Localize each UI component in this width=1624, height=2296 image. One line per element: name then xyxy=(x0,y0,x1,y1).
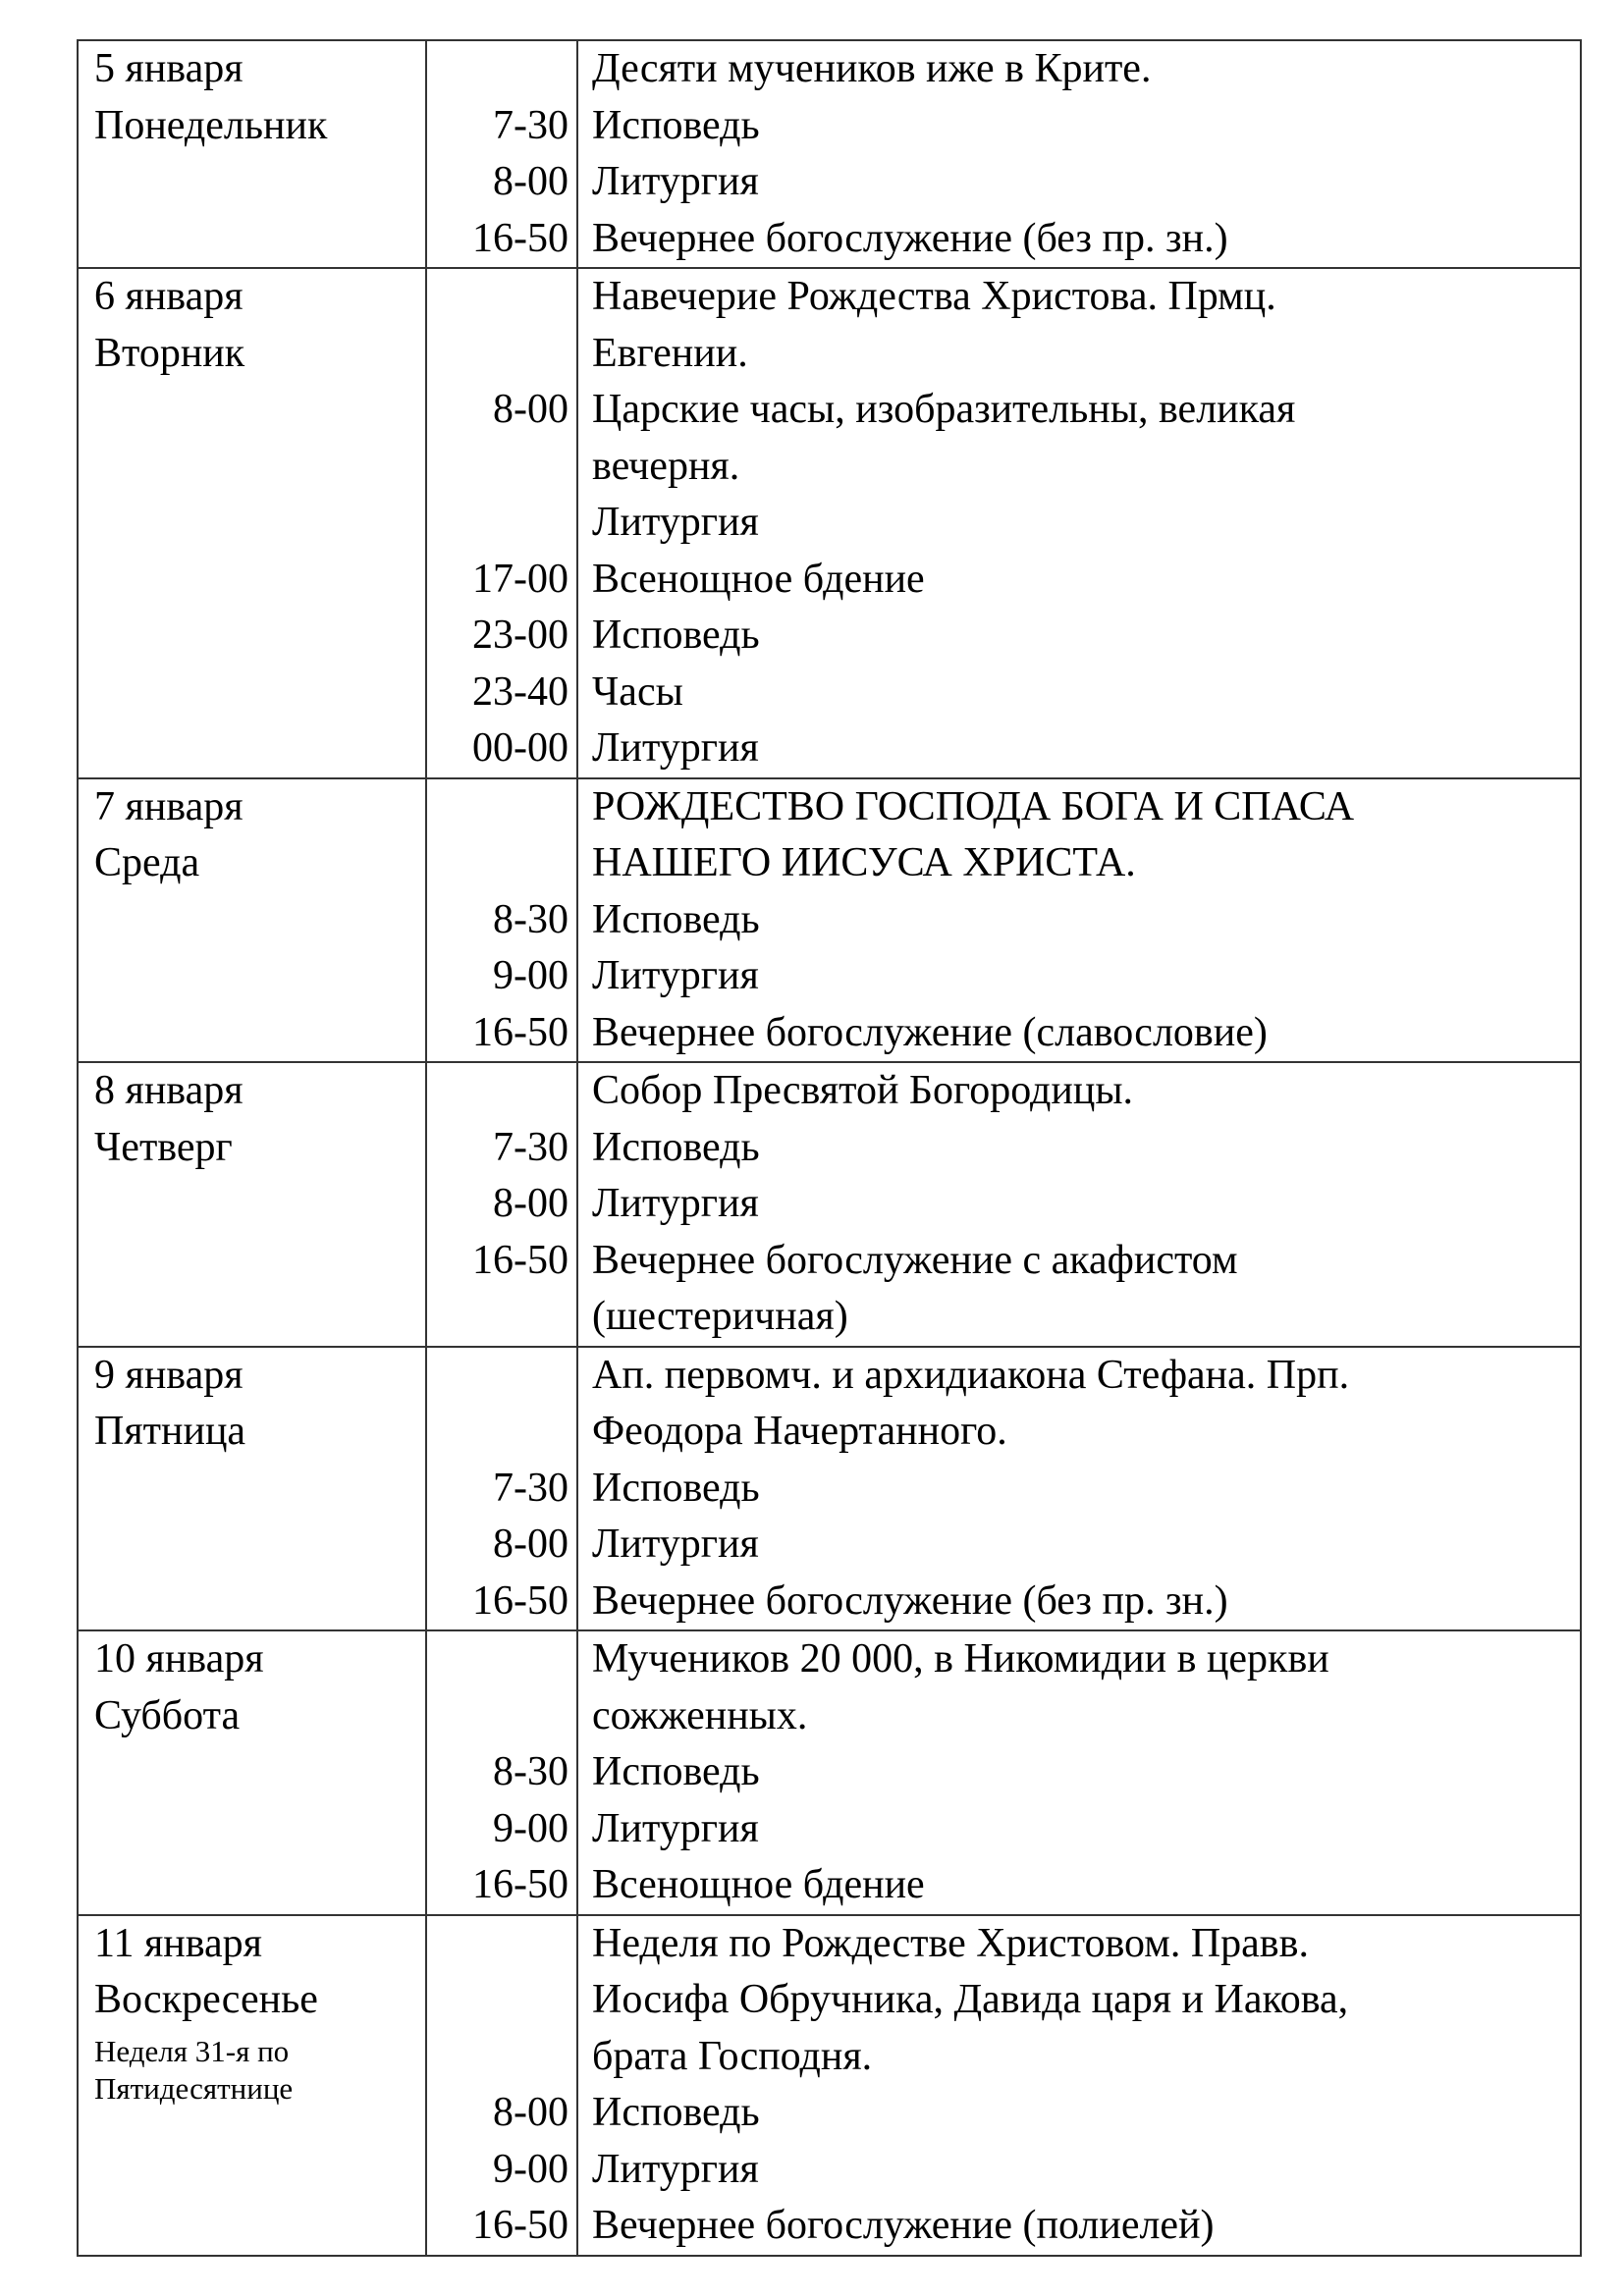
service-time xyxy=(427,1404,568,1461)
service-description: Царские часы, изобразительны, великая xyxy=(592,387,1296,432)
service-time: 9-00 xyxy=(493,953,568,998)
week-note-line: Неделя 31-я по xyxy=(94,2033,290,2068)
weekday-label: Четверг xyxy=(94,1124,233,1170)
service-time: 7-30 xyxy=(493,1465,568,1511)
service-description: Литургия xyxy=(592,1522,759,1567)
weekday-label: Пятница xyxy=(94,1409,246,1454)
service-time xyxy=(427,269,568,326)
service-description: НАШЕГО ИИСУСА ХРИСТА. xyxy=(592,840,1136,885)
service-schedule-table xyxy=(77,39,1582,2257)
weekday-label: Вторник xyxy=(94,330,245,376)
service-description: Неделя по Рождестве Христовом. Правв. xyxy=(592,1920,1309,1966)
date-cell xyxy=(78,778,426,1063)
day-row xyxy=(78,40,1581,268)
time-cell xyxy=(426,1062,577,1347)
date-label: 6 января xyxy=(94,274,244,319)
service-description: Всенощное бдение xyxy=(592,1862,925,1907)
service-description: (шестеричная) xyxy=(592,1294,848,1339)
liturgical-week-note xyxy=(94,2029,425,2108)
service-time: 8-00 xyxy=(493,387,568,432)
day-row xyxy=(78,1062,1581,1347)
service-description: Евгении. xyxy=(592,330,748,376)
service-description: Литургия xyxy=(592,159,759,204)
week-note-line: Пятидесятнице xyxy=(94,2070,294,2106)
time-cell xyxy=(426,1347,577,1631)
service-time: 7-30 xyxy=(493,1124,568,1170)
service-description: Вечернее богослужение с акафистом xyxy=(592,1237,1238,1283)
service-time: 23-40 xyxy=(472,668,568,715)
description-cell xyxy=(577,1630,1581,1915)
day-row xyxy=(78,778,1581,1063)
service-description: вечерня. xyxy=(592,443,740,489)
service-description: Навечерие Рождества Христова. Прмц. xyxy=(592,274,1276,319)
day-row xyxy=(78,1630,1581,1915)
service-time: 8-30 xyxy=(493,896,568,942)
service-time xyxy=(427,1916,568,1973)
weekday-label: Воскресенье xyxy=(94,1977,318,2022)
service-description: Всенощное бдение xyxy=(592,556,925,602)
service-description: Исповедь xyxy=(592,102,760,148)
service-time: 9-00 xyxy=(493,1805,568,1851)
service-description: Литургия xyxy=(592,2146,759,2192)
service-description: Литургия xyxy=(592,500,759,545)
service-description: Десяти мучеников иже в Крите. xyxy=(592,46,1152,91)
service-time: 16-50 xyxy=(472,1237,568,1283)
service-description: Исповедь xyxy=(592,1124,760,1170)
service-description: РОЖДЕСТВО ГОСПОДА БОГА И СПАСА xyxy=(592,783,1355,829)
service-description: сожженных. xyxy=(592,1692,808,1738)
day-row xyxy=(78,1915,1581,2256)
time-cell xyxy=(426,778,577,1063)
date-label: 8 января xyxy=(94,1068,244,1113)
service-time: 23-00 xyxy=(472,613,568,658)
service-description: Часы xyxy=(592,668,683,715)
date-label: 7 января xyxy=(94,783,244,829)
service-description: Исповедь xyxy=(592,1465,760,1511)
service-time xyxy=(427,1289,568,1346)
time-cell xyxy=(426,1915,577,2256)
service-time: 16-50 xyxy=(472,1009,568,1055)
service-time xyxy=(427,2029,568,2086)
time-cell xyxy=(426,40,577,268)
date-cell xyxy=(78,1630,426,1915)
service-description: Вечернее богослужение (без пр. зн.) xyxy=(592,1577,1228,1624)
service-description: Литургия xyxy=(592,1805,759,1851)
weekday-label: Среда xyxy=(94,840,200,885)
service-time: 16-50 xyxy=(472,2203,568,2248)
date-label: 5 января xyxy=(94,46,244,91)
service-description: Литургия xyxy=(592,725,759,771)
day-row xyxy=(78,1347,1581,1631)
service-time: 16-50 xyxy=(472,215,568,261)
service-description: Собор Пресвятой Богородицы. xyxy=(592,1068,1134,1113)
service-description: Исповедь xyxy=(592,1749,760,1794)
service-time: 16-50 xyxy=(472,1577,568,1624)
description-cell xyxy=(577,268,1581,778)
schedule-body xyxy=(78,40,1581,2256)
date-cell xyxy=(78,1347,426,1631)
time-cell xyxy=(426,1630,577,1915)
description-cell xyxy=(577,1915,1581,2256)
service-time: 8-30 xyxy=(493,1749,568,1794)
service-description: Вечернее богослужение (славословие) xyxy=(592,1009,1268,1055)
service-time xyxy=(427,1063,568,1120)
date-cell xyxy=(78,1915,426,2256)
service-time: 8-00 xyxy=(493,159,568,204)
service-time: 16-50 xyxy=(472,1862,568,1907)
service-time: 7-30 xyxy=(493,102,568,148)
service-time xyxy=(427,1972,568,2029)
date-label: 10 января xyxy=(94,1636,264,1682)
service-description: Исповедь xyxy=(592,2090,760,2135)
service-time: 8-00 xyxy=(493,1522,568,1567)
service-description: брата Господня. xyxy=(592,2033,873,2079)
weekday-label: Суббота xyxy=(94,1692,241,1738)
service-time: 17-00 xyxy=(472,556,568,602)
service-time xyxy=(427,41,568,98)
service-time: 8-00 xyxy=(493,2090,568,2135)
service-description: Мучеников 20 000, в Никомидии в церкви xyxy=(592,1636,1329,1682)
time-cell xyxy=(426,268,577,778)
date-label: 11 января xyxy=(94,1920,262,1966)
service-description: Литургия xyxy=(592,953,759,998)
date-cell xyxy=(78,1062,426,1347)
service-time xyxy=(427,326,568,383)
service-time xyxy=(427,1631,568,1688)
service-description: Ап. первомч. и архидиакона Стефана. Прп. xyxy=(592,1352,1350,1398)
date-label: 9 января xyxy=(94,1352,244,1398)
service-description: Исповедь xyxy=(592,896,760,942)
description-cell xyxy=(577,40,1581,268)
day-row xyxy=(78,268,1581,778)
service-description: Иосифа Обручника, Давида царя и Иакова, xyxy=(592,1977,1349,2022)
weekday-label: Понедельник xyxy=(94,102,328,148)
service-description: Вечернее богослужение (без пр. зн.) xyxy=(592,215,1228,261)
description-cell xyxy=(577,1062,1581,1347)
service-time xyxy=(427,1348,568,1405)
service-time xyxy=(427,779,568,836)
service-time xyxy=(427,495,568,552)
service-time xyxy=(427,835,568,892)
service-time: 00-00 xyxy=(472,725,568,771)
date-cell xyxy=(78,268,426,778)
description-cell xyxy=(577,1347,1581,1631)
service-time xyxy=(427,1688,568,1745)
service-description: Литургия xyxy=(592,1181,759,1226)
service-time xyxy=(427,439,568,496)
service-description: Феодора Начертанного. xyxy=(592,1409,1007,1454)
service-description: Исповедь xyxy=(592,613,760,658)
description-cell xyxy=(577,778,1581,1063)
service-time: 9-00 xyxy=(493,2146,568,2192)
service-description: Вечернее богослужение (полиелей) xyxy=(592,2203,1215,2248)
date-cell xyxy=(78,40,426,268)
service-time: 8-00 xyxy=(493,1181,568,1226)
